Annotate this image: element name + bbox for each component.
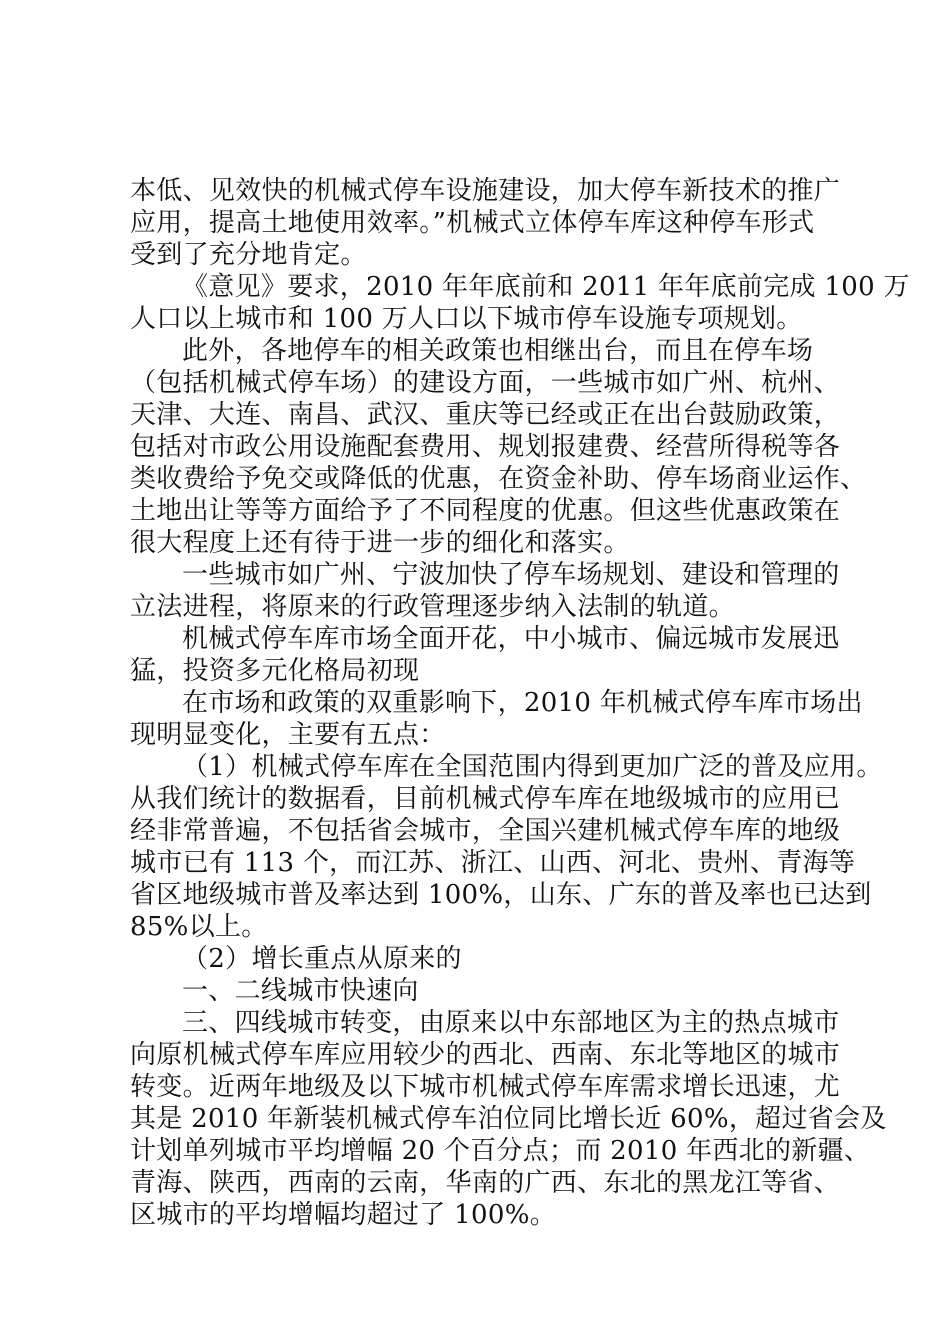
- paragraph-line: 受到了充分地肯定。: [130, 240, 367, 270]
- paragraph-line: 天津、大连、南昌、武汉、重庆等已经或正在出台鼓励政策，: [130, 400, 841, 430]
- paragraph-line: 人口以上城市和 100 万人口以下城市停车设施专项规划。: [130, 304, 803, 334]
- paragraph-line: 一些城市如广州、宁波加快了停车场规划、建设和管理的: [182, 560, 840, 590]
- paragraph-line: 85%以上。: [130, 912, 268, 942]
- paragraph-line: 土地出让等等方面给予了不同程度的优惠。但这些优惠政策在: [130, 496, 841, 526]
- paragraph-line: 本低、见效快的机械式停车设施建设，加大停车新技术的推广: [130, 176, 841, 206]
- paragraph-line: 向原机械式停车库应用较少的西北、西南、东北等地区的城市: [130, 1040, 841, 1070]
- paragraph-line: 从我们统计的数据看，目前机械式停车库在地级城市的应用已: [130, 784, 841, 814]
- section-heading-line: 猛，投资多元化格局初现: [130, 656, 420, 686]
- paragraph-line: 此外，各地停车的相关政策也相继出台，而且在停车场: [182, 336, 814, 366]
- paragraph-line: （包括机械式停车场）的建设方面，一些城市如广州、杭州、: [130, 368, 841, 398]
- paragraph-line: 在市场和政策的双重影响下，2010 年机械式停车库市场出: [182, 688, 863, 718]
- paragraph-line: 应用，提高土地使用效率。”机械式立体停车库这种停车形式: [130, 208, 815, 238]
- paragraph-line: 转变。近两年地级及以下城市机械式停车库需求增长迅速，尤: [130, 1072, 841, 1102]
- paragraph-line: 包括对市政公用设施配套费用、规划报建费、经营所得税等各: [130, 432, 841, 462]
- paragraph-line: 区城市的平均增幅均超过了 100%。: [130, 1200, 556, 1230]
- paragraph-line: （1）机械式停车库在全国范围内得到更加广泛的普及应用。: [182, 752, 883, 782]
- paragraph-line: 城市已有 113 个，而江苏、浙江、山西、河北、贵州、青海等: [130, 848, 856, 878]
- paragraph-line: 一、二线城市快速向: [182, 976, 419, 1006]
- paragraph-line: 类收费给予免交或降低的优惠，在资金补助、停车场商业运作、: [130, 464, 867, 494]
- paragraph-line: （2）增长重点从原来的: [182, 944, 462, 974]
- paragraph-line: 《意见》要求，2010 年年底前和 2011 年年底前完成 100 万: [182, 272, 910, 302]
- paragraph-line: 现明显变化，主要有五点：: [130, 720, 446, 750]
- paragraph-line: 立法进程，将原来的行政管理逐步纳入法制的轨道。: [130, 592, 735, 622]
- paragraph-line: 经非常普遍，不包括省会城市，全国兴建机械式停车库的地级: [130, 816, 841, 846]
- paragraph-line: 省区地级城市普及率达到 100%，山东、广东的普及率也已达到: [130, 880, 872, 910]
- paragraph-line: 很大程度上还有待于进一步的细化和落实。: [130, 528, 630, 558]
- section-heading-line: 机械式停车库市场全面开花，中小城市、偏远城市发展迅: [182, 624, 840, 654]
- paragraph-line: 其是 2010 年新装机械式停车泊位同比增长近 60%，超过省会及: [130, 1104, 887, 1134]
- paragraph-line: 青海、陕西，西南的云南，华南的广西、东北的黑龙江等省、: [130, 1168, 841, 1198]
- paragraph-line: 三、四线城市转变，由原来以中东部地区为主的热点城市: [182, 1008, 840, 1038]
- paragraph-line: 计划单列城市平均增幅 20 个百分点；而 2010 年西北的新疆、: [130, 1136, 871, 1166]
